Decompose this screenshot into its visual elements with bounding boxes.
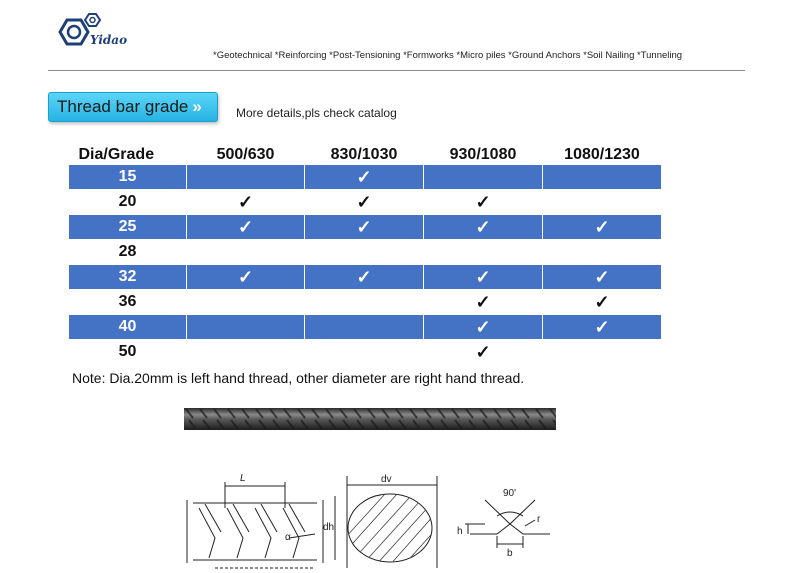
grade-cell — [424, 165, 543, 190]
grade-cell — [187, 215, 305, 240]
table-row — [69, 340, 662, 365]
grade-cell — [187, 290, 305, 315]
double-chevron-icon: » — [192, 97, 202, 116]
table-row — [69, 265, 662, 290]
diameter-cell: 15 — [69, 165, 187, 190]
grade-cell — [187, 340, 305, 365]
check-icon: ✓ — [475, 291, 491, 312]
diameter-cell: 36 — [69, 290, 187, 315]
check-icon: ✓ — [475, 216, 491, 237]
tagline: *Geotechnical *Reinforcing *Post-Tensioning *Formworks *Micro piles *Ground Anchors *Soil Nailing *Tunneling — [213, 50, 683, 61]
grade-cell — [305, 290, 424, 315]
table-row — [69, 240, 662, 265]
grade-cell — [424, 265, 543, 290]
b-label: b — [507, 548, 513, 559]
grade-cell — [424, 190, 543, 215]
check-icon: ✓ — [594, 316, 610, 337]
diameter-cell: 20 — [69, 190, 187, 215]
grade-cell — [305, 190, 424, 215]
grade-cell — [424, 340, 543, 365]
header-divider — [48, 70, 745, 71]
grade-cell — [543, 190, 662, 215]
table-header-row — [69, 140, 662, 165]
table-row — [69, 290, 662, 315]
grade-cell — [543, 215, 662, 240]
diameter-cell: 25 — [69, 215, 187, 240]
check-icon: ✓ — [475, 316, 491, 337]
dh-label: dh — [323, 522, 335, 533]
grade-cell — [187, 240, 305, 265]
corner-header: Dia/Grade — [78, 146, 155, 163]
grade-cell — [187, 265, 305, 290]
grade-header: 500/630 — [216, 146, 275, 163]
grade-cell — [187, 190, 305, 215]
grade-table — [68, 140, 662, 365]
check-icon: ✓ — [237, 216, 254, 237]
diameter-cell: 32 — [69, 265, 187, 290]
alpha-label: α — [285, 532, 291, 543]
diameter-cell: 40 — [69, 315, 187, 340]
threaded-bar-image — [184, 406, 556, 432]
table-row — [69, 315, 662, 340]
grade-cell — [305, 240, 424, 265]
grade-cell — [187, 165, 305, 190]
check-icon: ✓ — [356, 216, 372, 237]
diameter-cell: 50 — [69, 340, 187, 365]
grade-cell — [305, 315, 424, 340]
grade-cell — [305, 340, 424, 365]
table-row — [69, 165, 662, 190]
check-icon: ✓ — [475, 191, 491, 212]
check-icon: ✓ — [356, 166, 372, 187]
check-icon: ✓ — [594, 266, 610, 287]
grade-cell — [305, 215, 424, 240]
grade-cell — [305, 165, 424, 190]
check-icon: ✓ — [475, 266, 491, 287]
check-icon: ✓ — [594, 291, 610, 312]
grade-cell — [543, 165, 662, 190]
thread-bar-grade-label: Thread bar grade — [57, 97, 189, 116]
grade-cell — [543, 265, 662, 290]
thread-note: Note: Dia.20mm is left hand thread, other diameter are right hand thread. — [72, 370, 525, 386]
pitch-label: L — [240, 473, 246, 484]
h-label: h — [457, 526, 463, 537]
check-icon: ✓ — [356, 191, 372, 212]
grade-cell — [424, 290, 543, 315]
grade-cell — [424, 315, 543, 340]
grade-cell — [543, 290, 662, 315]
grade-header: 830/1030 — [330, 146, 398, 163]
logo-text: Yidao — [90, 33, 128, 47]
grade-cell — [543, 340, 662, 365]
check-icon: ✓ — [356, 266, 372, 287]
thread-profile-diagram — [185, 468, 555, 573]
diameter-cell: 28 — [69, 240, 187, 265]
check-icon: ✓ — [475, 341, 491, 362]
grade-cell — [424, 240, 543, 265]
grade-cell — [187, 315, 305, 340]
grade-header: 930/1080 — [449, 146, 517, 163]
grade-cell — [543, 315, 662, 340]
catalog-note: More details,pls check catalog — [236, 106, 397, 120]
check-icon: ✓ — [594, 216, 610, 237]
check-icon: ✓ — [237, 266, 254, 287]
grade-cell — [424, 215, 543, 240]
grade-cell — [543, 240, 662, 265]
grade-cell — [305, 265, 424, 290]
check-icon: ✓ — [237, 191, 254, 212]
angle-label: 90' — [503, 488, 517, 499]
dv-label: dv — [381, 474, 392, 485]
table-row — [69, 215, 662, 240]
table-row — [69, 190, 662, 215]
grade-header: 1080/1230 — [564, 146, 640, 163]
r-label: r — [537, 514, 541, 525]
thread-bar-grade-button[interactable] — [48, 92, 218, 122]
